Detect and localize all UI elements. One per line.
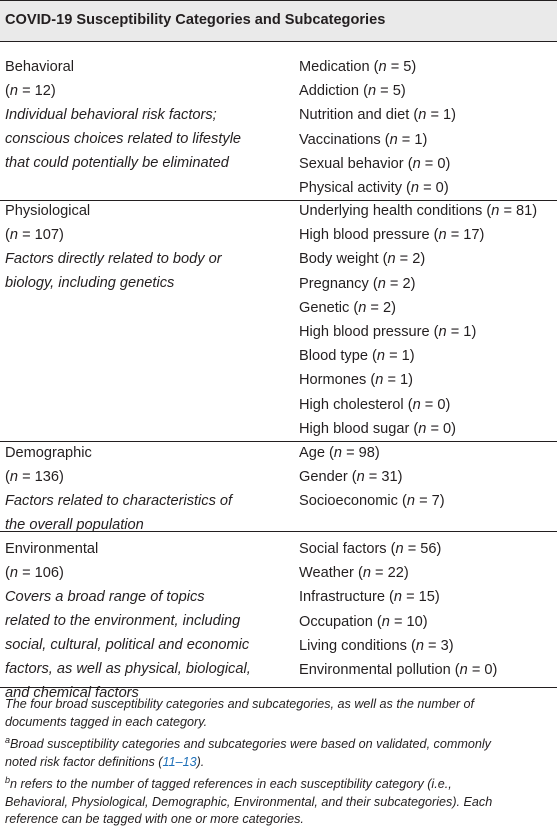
category-name: Physiological bbox=[5, 203, 91, 219]
subcategory-row: High cholesterol (n = 0) bbox=[299, 396, 451, 413]
subcategory-row: Addiction (n = 5) bbox=[299, 83, 406, 100]
subcategory-row: Hormones (n = 1) bbox=[299, 372, 414, 389]
subcategory-row: Living conditions (n = 3) bbox=[299, 637, 454, 654]
subcategory-list bbox=[299, 199, 557, 441]
category-name: Demographic bbox=[5, 445, 92, 461]
footnote-b: $^b$n refers to the number of tagged references in each susceptibility category (i.e., Behavioral, Physiological, Demographic, Environmental, and their subcategories). Each reference can be tagged with one or more categories. bbox=[5, 774, 493, 826]
subcategory-row: High blood pressure (n = 1) bbox=[299, 324, 477, 341]
subcategory-row: Age (n = 98) bbox=[299, 445, 380, 461]
subcategory-row: Medication (n = 5) bbox=[299, 59, 417, 75]
subcategory-row: Infrastructure (n = 15) bbox=[299, 589, 440, 606]
subcategory-row: Underlying health conditions (n = 81) bbox=[299, 203, 538, 219]
subcategory-row: Occupation (n = 10) bbox=[299, 613, 428, 630]
row-separator bbox=[0, 531, 557, 532]
subcategory-row: Vaccinations (n = 1) bbox=[299, 131, 428, 148]
footnote-a: $^a$Broad susceptibility categories and subcategories were based on validated, commonly noted risk factor definitions (11–13). bbox=[5, 734, 491, 769]
footnote-marker: a bbox=[5, 734, 11, 745]
category-description: Covers a broad range of topics related to the environment, including social, cultural, political and economic factors, as well as physical, biological, and chemical factors bbox=[5, 589, 251, 701]
table-bottom-rule bbox=[0, 687, 557, 688]
category-cell bbox=[5, 55, 290, 175]
subcategory-row: Socioeconomic (n = 7) bbox=[299, 493, 445, 510]
subcategory-row: Nutrition and diet (n = 1) bbox=[299, 107, 457, 124]
subcategory-row: Body weight (n = 2) bbox=[299, 251, 426, 268]
table-caption: The four broad susceptibility categories and subcategories, as well as the number of documents tagged in each category. bbox=[5, 697, 475, 729]
subcategory-list bbox=[299, 441, 557, 514]
reference-link[interactable]: 11–13 bbox=[162, 754, 197, 769]
subcategory-row: Gender (n = 31) bbox=[299, 469, 403, 486]
category-cell bbox=[5, 537, 290, 705]
subcategory-row: Sexual behavior (n = 0) bbox=[299, 155, 451, 172]
category-name: Behavioral bbox=[5, 59, 74, 75]
subcategory-row: Social factors (n = 56) bbox=[299, 541, 442, 557]
category-count: (n = 106) bbox=[5, 565, 64, 581]
subcategory-row: Pregnancy (n = 2) bbox=[299, 275, 416, 292]
subcategory-row: High blood sugar (n = 0) bbox=[299, 420, 457, 437]
subcategory-list bbox=[299, 537, 557, 682]
category-description: Factors related to characteristics of the overall population bbox=[5, 493, 233, 533]
category-cell bbox=[5, 199, 290, 295]
table-title: COVID-19 Susceptibility Categories and Subcategories bbox=[5, 12, 386, 28]
subcategory-row: Weather (n = 22) bbox=[299, 565, 409, 582]
footnote-marker: b bbox=[5, 774, 11, 785]
subcategory-row: Environmental pollution (n = 0) bbox=[299, 662, 498, 679]
category-count: (n = 107) bbox=[5, 227, 64, 243]
category-description: Individual behavioral risk factors; conscious choices related to lifestyle that could potentially be eliminated bbox=[5, 107, 242, 171]
category-description: Factors directly related to body or biology, including genetics bbox=[5, 251, 222, 291]
subcategory-list bbox=[299, 55, 557, 200]
subcategory-row: Blood type (n = 1) bbox=[299, 348, 415, 365]
category-name: Environmental bbox=[5, 541, 99, 557]
table-footnotes bbox=[5, 696, 553, 834]
category-cell bbox=[5, 441, 290, 537]
subcategory-row: Genetic (n = 2) bbox=[299, 299, 396, 316]
table-header bbox=[0, 0, 557, 42]
subcategory-row: High blood pressure (n = 17) bbox=[299, 227, 485, 244]
subcategory-row: Physical activity (n = 0) bbox=[299, 180, 449, 197]
category-count: (n = 136) bbox=[5, 469, 64, 485]
category-count: (n = 12) bbox=[5, 83, 56, 99]
